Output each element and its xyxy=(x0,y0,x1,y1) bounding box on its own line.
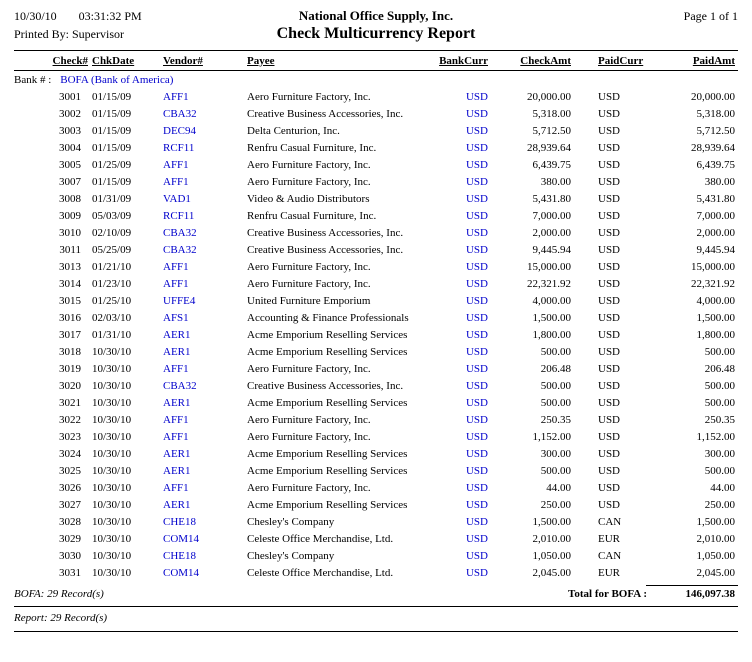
col-header-paid-currency: PaidCurr xyxy=(598,55,644,67)
cell-vendor-link[interactable]: AFF1 xyxy=(163,261,189,273)
cell-check-amount: 44.00 xyxy=(546,482,571,494)
cell-check-amount: 5,431.80 xyxy=(532,193,571,205)
cell-paid-currency: USD xyxy=(598,295,621,307)
cell-vendor-link[interactable]: CBA32 xyxy=(163,108,197,120)
table-row xyxy=(14,89,738,106)
cell-check-amount: 1,050.00 xyxy=(532,550,571,562)
cell-paid-amount: 300.00 xyxy=(704,448,735,460)
total-value: 146,097.38 xyxy=(685,588,735,600)
cell-check-number: 3015 xyxy=(59,295,81,307)
cell-payee: Video & Audio Distributors xyxy=(247,193,370,205)
cell-check-date: 01/15/09 xyxy=(92,125,132,137)
cell-paid-currency: EUR xyxy=(598,567,620,579)
cell-bank-currency-link[interactable]: USD xyxy=(465,414,488,426)
cell-bank-currency-link[interactable]: USD xyxy=(465,278,488,290)
cell-bank-currency-link[interactable]: USD xyxy=(465,91,488,103)
table-row xyxy=(14,463,738,480)
cell-vendor-link[interactable]: AER1 xyxy=(163,397,191,409)
cell-paid-amount: 44.00 xyxy=(710,482,735,494)
cell-payee: Aero Furniture Factory, Inc. xyxy=(247,91,371,103)
cell-paid-amount: 5,431.80 xyxy=(696,193,735,205)
table-row xyxy=(14,531,738,548)
bank-record-count: BOFA: 29 Record(s) xyxy=(14,588,104,600)
cell-paid-currency: USD xyxy=(598,414,621,426)
cell-check-amount: 500.00 xyxy=(540,397,571,409)
cell-paid-amount: 500.00 xyxy=(704,465,735,477)
cell-check-amount: 5,712.50 xyxy=(532,125,571,137)
cell-paid-currency: USD xyxy=(598,108,621,120)
table-row xyxy=(14,310,738,327)
cell-payee: Aero Furniture Factory, Inc. xyxy=(247,159,371,171)
cell-payee: Acme Emporium Reselling Services xyxy=(247,329,408,341)
cell-vendor-link[interactable]: AER1 xyxy=(163,329,191,341)
cell-check-amount: 20,000.00 xyxy=(527,91,571,103)
cell-bank-currency-link[interactable]: USD xyxy=(465,431,488,443)
col-header-check-date: ChkDate xyxy=(92,55,135,67)
cell-check-date: 02/03/10 xyxy=(92,312,132,324)
cell-check-amount: 206.48 xyxy=(540,363,571,375)
cell-paid-currency: USD xyxy=(598,227,621,239)
cell-payee: Chesley's Company xyxy=(247,550,335,562)
cell-paid-currency: USD xyxy=(598,329,621,341)
cell-bank-currency-link[interactable]: USD xyxy=(465,176,488,188)
cell-paid-currency: USD xyxy=(598,125,621,137)
cell-check-number: 3002 xyxy=(59,108,81,120)
bank-name-link[interactable]: BOFA (Bank of America) xyxy=(60,74,174,86)
cell-paid-amount: 250.35 xyxy=(704,414,735,426)
table-row xyxy=(14,106,738,123)
cell-bank-currency-link[interactable]: USD xyxy=(465,482,488,494)
cell-vendor-link[interactable]: CHE18 xyxy=(163,516,196,528)
cell-check-date: 10/30/10 xyxy=(92,397,132,409)
cell-paid-currency: USD xyxy=(598,499,621,511)
cell-check-number: 3010 xyxy=(59,227,81,239)
cell-payee: Acme Emporium Reselling Services xyxy=(247,499,408,511)
cell-check-amount: 500.00 xyxy=(540,380,571,392)
cell-check-amount: 2,010.00 xyxy=(532,533,571,545)
cell-payee: United Furniture Emporium xyxy=(247,295,371,307)
report-title: Check Multicurrency Report xyxy=(276,25,476,42)
total-label: Total for BOFA : xyxy=(568,588,647,600)
cell-bank-currency-link[interactable]: USD xyxy=(465,397,488,409)
company-name: National Office Supply, Inc. xyxy=(298,8,454,23)
printed-by: Printed By: Supervisor xyxy=(14,27,124,41)
cell-paid-amount: 5,318.00 xyxy=(696,108,735,120)
table-row xyxy=(14,157,738,174)
cell-bank-currency-link[interactable]: USD xyxy=(465,465,488,477)
cell-bank-currency-link[interactable]: USD xyxy=(465,329,488,341)
cell-payee: Acme Emporium Reselling Services xyxy=(247,346,408,358)
cell-paid-currency: USD xyxy=(598,465,621,477)
cell-check-number: 3004 xyxy=(59,142,81,154)
cell-check-amount: 1,500.00 xyxy=(532,312,571,324)
cell-bank-currency-link[interactable]: USD xyxy=(465,108,488,120)
cell-vendor-link[interactable]: RCF11 xyxy=(163,210,195,222)
cell-payee: Celeste Office Merchandise, Ltd. xyxy=(247,533,394,545)
cell-payee: Delta Centurion, Inc. xyxy=(247,125,340,137)
cell-payee: Aero Furniture Factory, Inc. xyxy=(247,363,371,375)
cell-bank-currency-link[interactable]: USD xyxy=(465,210,488,222)
col-header-paid-amount: PaidAmt xyxy=(692,55,735,67)
table-row xyxy=(14,242,738,259)
check-rows xyxy=(14,89,738,582)
cell-check-date: 01/15/09 xyxy=(92,176,132,188)
cell-check-number: 3030 xyxy=(59,550,81,562)
col-header-vendor: Vendor# xyxy=(163,55,203,67)
cell-check-amount: 2,045.00 xyxy=(532,567,571,579)
cell-paid-amount: 1,500.00 xyxy=(696,312,735,324)
cell-vendor-link[interactable]: AER1 xyxy=(163,346,191,358)
cell-bank-currency-link[interactable]: USD xyxy=(465,346,488,358)
cell-paid-amount: 250.00 xyxy=(704,499,735,511)
table-row xyxy=(14,395,738,412)
cell-check-date: 10/30/10 xyxy=(92,465,132,477)
cell-check-number: 3005 xyxy=(59,159,81,171)
cell-check-amount: 500.00 xyxy=(540,465,571,477)
footer-divider-bottom xyxy=(14,631,738,632)
cell-vendor-link[interactable]: AFF1 xyxy=(163,414,189,426)
cell-check-number: 3027 xyxy=(59,499,81,511)
report-date: 10/30/10 xyxy=(14,9,57,23)
bank-summary-row xyxy=(14,586,738,604)
cell-paid-amount: 2,010.00 xyxy=(696,533,735,545)
report-header-row1 xyxy=(14,8,738,24)
col-header-check-number: Check# xyxy=(52,55,88,67)
cell-paid-amount: 1,152.00 xyxy=(696,431,735,443)
table-row xyxy=(14,174,738,191)
cell-paid-currency: USD xyxy=(598,482,621,494)
cell-payee: Accounting & Finance Professionals xyxy=(247,312,409,324)
col-header-bank-currency: BankCurr xyxy=(439,55,488,67)
cell-check-number: 3003 xyxy=(59,125,81,137)
cell-bank-currency-link[interactable]: USD xyxy=(465,261,488,273)
cell-check-amount: 7,000.00 xyxy=(532,210,571,222)
cell-paid-amount: 5,712.50 xyxy=(696,125,735,137)
cell-check-number: 3018 xyxy=(59,346,81,358)
cell-check-date: 10/30/10 xyxy=(92,380,132,392)
cell-check-date: 10/30/10 xyxy=(92,431,132,443)
table-row xyxy=(14,548,738,565)
cell-check-number: 3007 xyxy=(59,176,81,188)
cell-check-amount: 4,000.00 xyxy=(532,295,571,307)
cell-vendor-link[interactable]: AER1 xyxy=(163,465,191,477)
cell-check-date: 02/10/09 xyxy=(92,227,132,239)
cell-check-number: 3009 xyxy=(59,210,81,222)
cell-check-amount: 2,000.00 xyxy=(532,227,571,239)
cell-paid-currency: USD xyxy=(598,244,621,256)
footer-divider-top xyxy=(14,606,738,607)
cell-check-number: 3026 xyxy=(59,482,81,494)
cell-payee: Aero Furniture Factory, Inc. xyxy=(247,414,371,426)
cell-payee: Aero Furniture Factory, Inc. xyxy=(247,278,371,290)
cell-vendor-link[interactable]: RCF11 xyxy=(163,142,195,154)
cell-vendor-link[interactable]: CHE18 xyxy=(163,550,196,562)
cell-payee: Aero Furniture Factory, Inc. xyxy=(247,176,371,188)
report-time: 03:31:32 PM xyxy=(78,9,142,23)
cell-paid-amount: 20,000.00 xyxy=(691,91,735,103)
cell-check-number: 3025 xyxy=(59,465,81,477)
cell-paid-currency: USD xyxy=(598,363,621,375)
cell-check-number: 3021 xyxy=(59,397,81,409)
cell-vendor-link[interactable]: AER1 xyxy=(163,499,191,511)
cell-check-date: 10/30/10 xyxy=(92,550,132,562)
cell-check-amount: 22,321.92 xyxy=(527,278,571,290)
cell-check-date: 10/30/10 xyxy=(92,516,132,528)
cell-check-date: 10/30/10 xyxy=(92,448,132,460)
cell-bank-currency-link[interactable]: USD xyxy=(465,312,488,324)
cell-paid-currency: USD xyxy=(598,91,621,103)
cell-check-date: 01/21/10 xyxy=(92,261,132,273)
table-row xyxy=(14,480,738,497)
cell-check-number: 3017 xyxy=(59,329,81,341)
cell-paid-currency: USD xyxy=(598,346,621,358)
cell-check-amount: 15,000.00 xyxy=(527,261,571,273)
cell-check-date: 05/25/09 xyxy=(92,244,132,256)
cell-check-amount: 250.00 xyxy=(540,499,571,511)
page-number: Page 1 of 1 xyxy=(683,9,738,23)
cell-paid-amount: 380.00 xyxy=(704,176,735,188)
cell-vendor-link[interactable]: DEC94 xyxy=(163,125,196,137)
cell-check-number: 3014 xyxy=(59,278,81,290)
cell-paid-amount: 500.00 xyxy=(704,346,735,358)
cell-check-number: 3008 xyxy=(59,193,81,205)
table-row xyxy=(14,565,738,582)
cell-paid-currency: EUR xyxy=(598,533,620,545)
cell-bank-currency-link[interactable]: USD xyxy=(465,125,488,137)
table-row xyxy=(14,378,738,395)
cell-paid-currency: USD xyxy=(598,380,621,392)
cell-vendor-link[interactable]: CBA32 xyxy=(163,227,197,239)
cell-paid-amount: 500.00 xyxy=(704,397,735,409)
cell-check-date: 10/30/10 xyxy=(92,414,132,426)
cell-bank-currency-link[interactable]: USD xyxy=(465,448,488,460)
cell-payee: Creative Business Accessories, Inc. xyxy=(247,244,404,256)
cell-paid-amount: 4,000.00 xyxy=(696,295,735,307)
cell-paid-currency: USD xyxy=(598,176,621,188)
cell-bank-currency-link[interactable]: USD xyxy=(465,550,488,562)
cell-check-date: 01/23/10 xyxy=(92,278,132,290)
cell-payee: Acme Emporium Reselling Services xyxy=(247,397,408,409)
cell-vendor-link[interactable]: CBA32 xyxy=(163,244,197,256)
table-row xyxy=(14,327,738,344)
cell-paid-amount: 6,439.75 xyxy=(696,159,735,171)
cell-payee: Creative Business Accessories, Inc. xyxy=(247,380,404,392)
cell-check-number: 3024 xyxy=(59,448,81,460)
cell-payee: Aero Furniture Factory, Inc. xyxy=(247,261,371,273)
cell-paid-currency: USD xyxy=(598,431,621,443)
cell-vendor-link[interactable]: AFF1 xyxy=(163,482,189,494)
cell-check-date: 01/31/10 xyxy=(92,329,132,341)
cell-check-number: 3029 xyxy=(59,533,81,545)
cell-bank-currency-link[interactable]: USD xyxy=(465,244,488,256)
cell-bank-currency-link[interactable]: USD xyxy=(465,363,488,375)
cell-payee: Acme Emporium Reselling Services xyxy=(247,448,408,460)
cell-paid-amount: 500.00 xyxy=(704,380,735,392)
cell-paid-currency: USD xyxy=(598,397,621,409)
cell-check-amount: 28,939.64 xyxy=(527,142,571,154)
cell-bank-currency-link[interactable]: USD xyxy=(465,567,488,579)
report-record-count: Report: 29 Record(s) xyxy=(14,612,108,624)
cell-vendor-link[interactable]: AFF1 xyxy=(163,363,189,375)
cell-check-number: 3020 xyxy=(59,380,81,392)
cell-check-date: 01/31/09 xyxy=(92,193,132,205)
table-row xyxy=(14,259,738,276)
table-row xyxy=(14,208,738,225)
cell-check-date: 01/25/10 xyxy=(92,295,132,307)
cell-payee: Celeste Office Merchandise, Ltd. xyxy=(247,567,394,579)
cell-check-date: 10/30/10 xyxy=(92,567,132,579)
cell-vendor-link[interactable]: AFF1 xyxy=(163,278,189,290)
cell-vendor-link[interactable]: AFF1 xyxy=(163,176,189,188)
report-header-row2 xyxy=(14,24,738,43)
cell-check-date: 01/15/09 xyxy=(92,142,132,154)
cell-paid-amount: 9,445.94 xyxy=(696,244,735,256)
cell-vendor-link[interactable]: COM14 xyxy=(163,533,200,545)
cell-paid-currency: USD xyxy=(598,159,621,171)
table-row xyxy=(14,344,738,361)
cell-paid-currency: USD xyxy=(598,278,621,290)
table-row xyxy=(14,514,738,531)
cell-check-date: 10/30/10 xyxy=(92,533,132,545)
cell-paid-amount: 2,000.00 xyxy=(696,227,735,239)
cell-check-date: 01/25/09 xyxy=(92,159,132,171)
table-row xyxy=(14,429,738,446)
cell-vendor-link[interactable]: CBA32 xyxy=(163,380,197,392)
cell-check-number: 3022 xyxy=(59,414,81,426)
check-table xyxy=(14,51,738,582)
table-row xyxy=(14,225,738,242)
cell-bank-currency-link[interactable]: USD xyxy=(465,499,488,511)
cell-payee: Renfru Casual Furniture, Inc. xyxy=(247,142,377,154)
cell-bank-currency-link[interactable]: USD xyxy=(465,227,488,239)
cell-paid-currency: USD xyxy=(598,142,621,154)
cell-vendor-link[interactable]: COM14 xyxy=(163,567,200,579)
cell-check-number: 3019 xyxy=(59,363,81,375)
cell-check-number: 3028 xyxy=(59,516,81,528)
cell-paid-amount: 28,939.64 xyxy=(691,142,735,154)
cell-vendor-link[interactable]: AFS1 xyxy=(163,312,189,324)
cell-paid-currency: USD xyxy=(598,193,621,205)
cell-payee: Creative Business Accessories, Inc. xyxy=(247,227,404,239)
cell-check-amount: 380.00 xyxy=(540,176,571,188)
cell-check-date: 10/30/10 xyxy=(92,363,132,375)
bank-group-row xyxy=(14,71,738,90)
table-row xyxy=(14,412,738,429)
cell-bank-currency-link[interactable]: USD xyxy=(465,533,488,545)
cell-check-amount: 6,439.75 xyxy=(532,159,571,171)
cell-check-date: 05/03/09 xyxy=(92,210,132,222)
table-row xyxy=(14,293,738,310)
cell-check-amount: 250.35 xyxy=(540,414,571,426)
cell-paid-amount: 1,050.00 xyxy=(696,550,735,562)
cell-payee: Chesley's Company xyxy=(247,516,335,528)
cell-vendor-link[interactable]: AER1 xyxy=(163,448,191,460)
cell-paid-amount: 206.48 xyxy=(704,363,735,375)
cell-vendor-link[interactable]: AFF1 xyxy=(163,159,189,171)
cell-paid-amount: 7,000.00 xyxy=(696,210,735,222)
cell-check-number: 3013 xyxy=(59,261,81,273)
cell-bank-currency-link[interactable]: USD xyxy=(465,193,488,205)
cell-paid-currency: CAN xyxy=(598,550,622,562)
cell-check-amount: 9,445.94 xyxy=(532,244,571,256)
cell-check-amount: 1,152.00 xyxy=(532,431,571,443)
cell-payee: Renfru Casual Furniture, Inc. xyxy=(247,210,377,222)
cell-paid-amount: 22,321.92 xyxy=(691,278,735,290)
cell-bank-currency-link[interactable]: USD xyxy=(465,295,488,307)
cell-paid-amount: 15,000.00 xyxy=(691,261,735,273)
cell-payee: Creative Business Accessories, Inc. xyxy=(247,108,404,120)
cell-check-number: 3023 xyxy=(59,431,81,443)
col-header-payee: Payee xyxy=(247,55,275,67)
cell-paid-amount: 2,045.00 xyxy=(696,567,735,579)
cell-bank-currency-link[interactable]: USD xyxy=(465,380,488,392)
table-row xyxy=(14,191,738,208)
cell-payee: Aero Furniture Factory, Inc. xyxy=(247,482,371,494)
column-header-row xyxy=(14,51,738,71)
cell-check-amount: 5,318.00 xyxy=(532,108,571,120)
cell-check-number: 3016 xyxy=(59,312,81,324)
cell-check-amount: 500.00 xyxy=(540,346,571,358)
cell-check-number: 3001 xyxy=(59,91,81,103)
cell-check-date: 01/15/09 xyxy=(92,91,132,103)
cell-paid-currency: USD xyxy=(598,210,621,222)
cell-check-number: 3011 xyxy=(59,244,81,256)
cell-paid-currency: USD xyxy=(598,312,621,324)
cell-check-number: 3031 xyxy=(59,567,81,579)
cell-check-date: 10/30/10 xyxy=(92,482,132,494)
cell-paid-amount: 1,500.00 xyxy=(696,516,735,528)
cell-vendor-link[interactable]: VAD1 xyxy=(163,193,191,205)
table-row xyxy=(14,123,738,140)
cell-check-date: 10/30/10 xyxy=(92,346,132,358)
cell-bank-currency-link[interactable]: USD xyxy=(465,516,488,528)
table-row xyxy=(14,497,738,514)
table-row xyxy=(14,140,738,157)
cell-payee: Aero Furniture Factory, Inc. xyxy=(247,431,371,443)
cell-check-date: 01/15/09 xyxy=(92,108,132,120)
table-row xyxy=(14,276,738,293)
cell-vendor-link[interactable]: AFF1 xyxy=(163,431,189,443)
col-header-check-amount: CheckAmt xyxy=(520,55,571,67)
cell-paid-currency: USD xyxy=(598,261,621,273)
cell-check-date: 10/30/10 xyxy=(92,499,132,511)
cell-bank-currency-link[interactable]: USD xyxy=(465,142,488,154)
cell-payee: Acme Emporium Reselling Services xyxy=(247,465,408,477)
cell-paid-currency: CAN xyxy=(598,516,622,528)
cell-check-amount: 300.00 xyxy=(540,448,571,460)
cell-bank-currency-link[interactable]: USD xyxy=(465,159,488,171)
bank-number-label: Bank # : xyxy=(14,74,52,86)
table-row xyxy=(14,446,738,463)
cell-paid-amount: 1,800.00 xyxy=(696,329,735,341)
cell-paid-currency: USD xyxy=(598,448,621,460)
cell-vendor-link[interactable]: AFF1 xyxy=(163,91,189,103)
cell-vendor-link[interactable]: UFFE4 xyxy=(163,295,196,307)
cell-check-amount: 1,800.00 xyxy=(532,329,571,341)
table-row xyxy=(14,361,738,378)
cell-check-amount: 1,500.00 xyxy=(532,516,571,528)
